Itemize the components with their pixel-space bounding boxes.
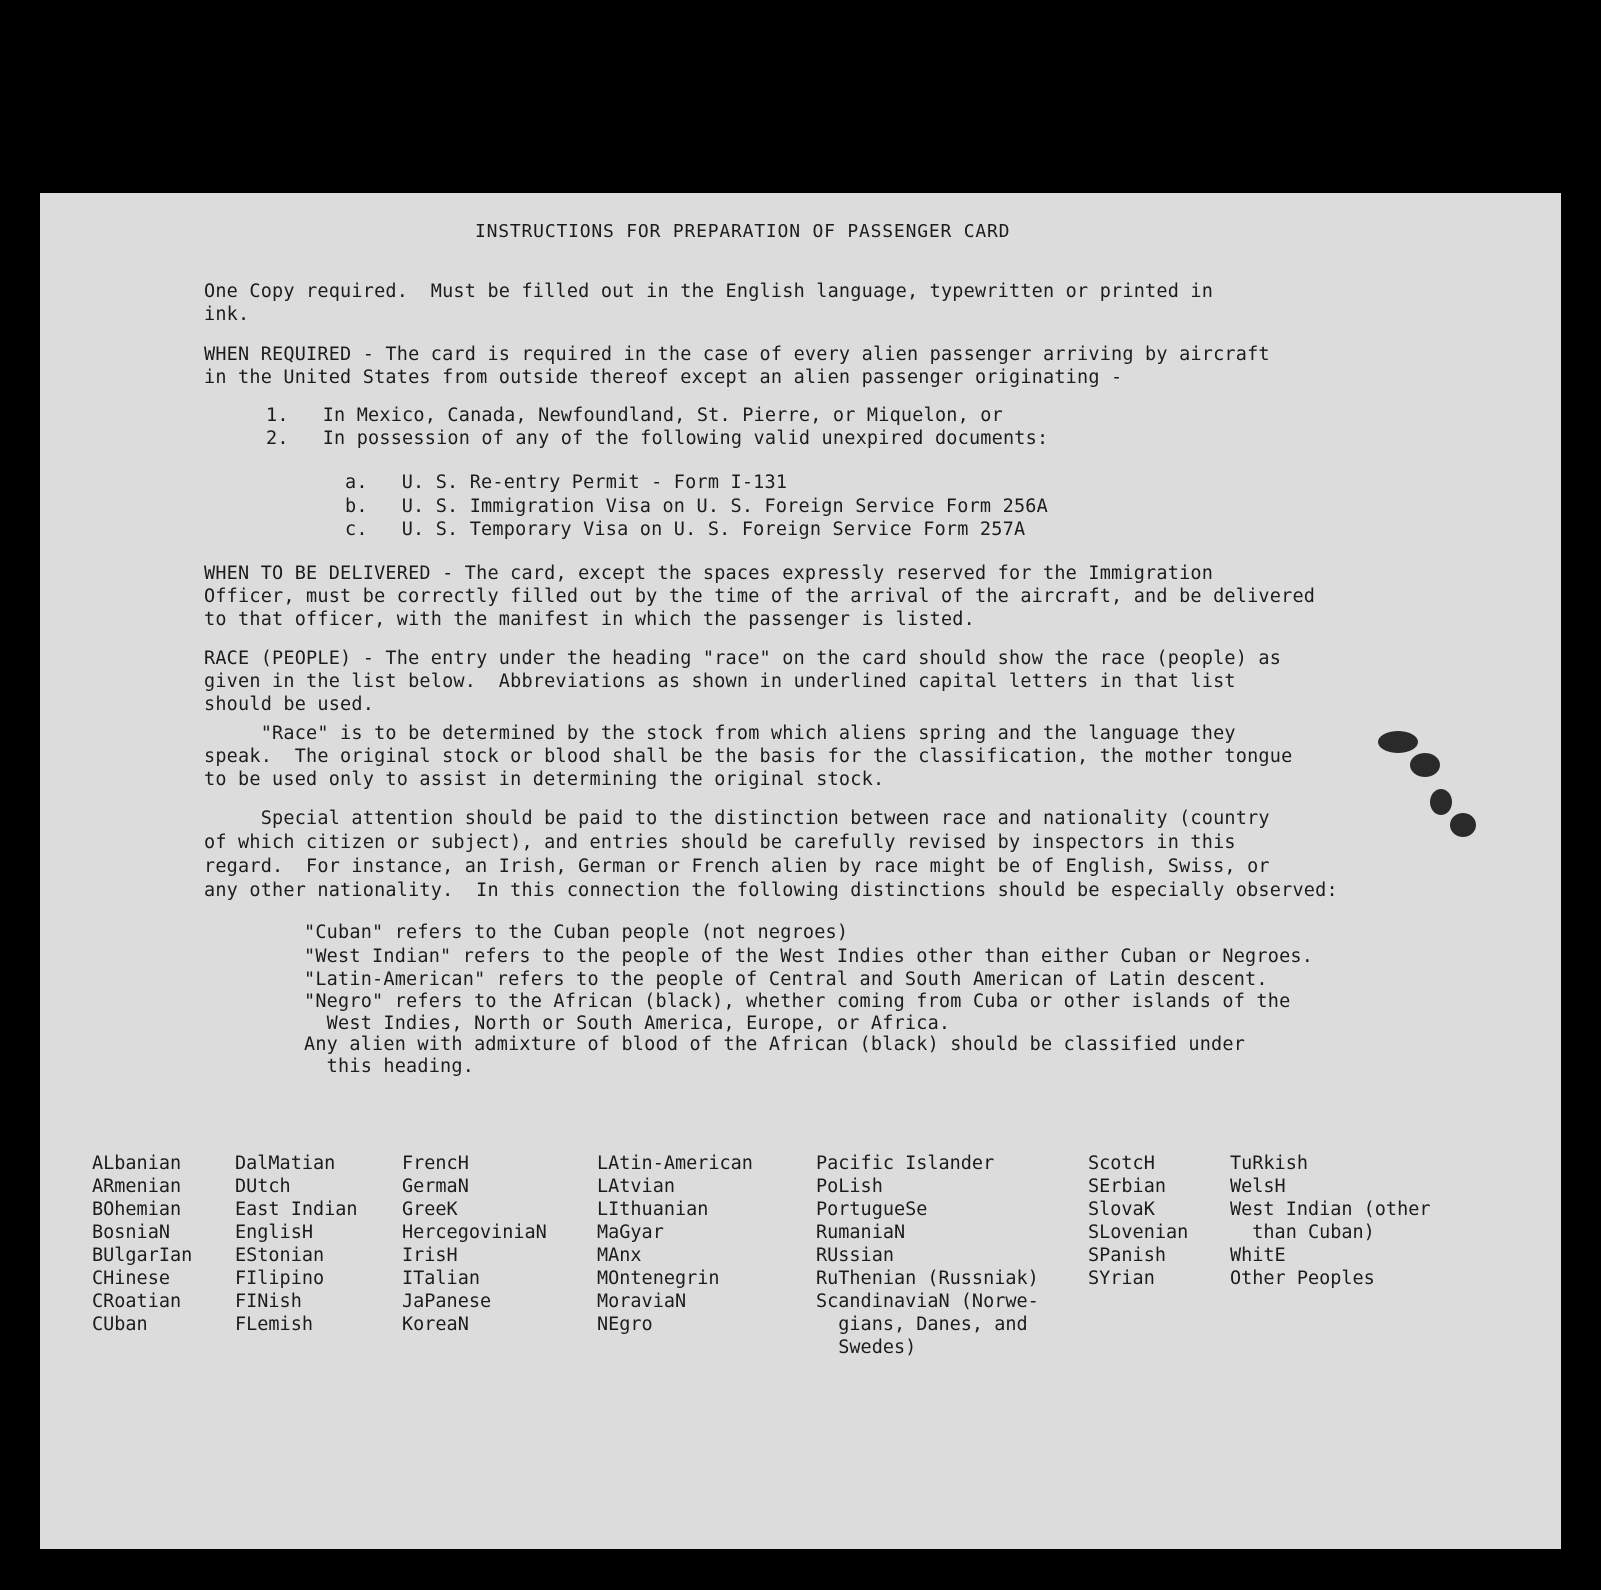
special-attention-line: Special attention should be paid to the distinction between race and nationality (country — [204, 808, 1270, 829]
race-entry: WhitE — [1230, 1245, 1286, 1266]
when-delivered-line: Officer, must be correctly filled out by the time of the arrival of the aircraft, and be delivered — [204, 586, 1316, 607]
race-entry: Swedes) — [816, 1337, 917, 1358]
race-entry: than Cuban) — [1230, 1222, 1375, 1243]
distinction-line: "Negro" refers to the African (black), whether coming from Cuba or other islands of the — [304, 991, 1291, 1012]
race-definition-line: "Race" is to be determined by the stock from which aliens spring and the language they — [204, 723, 1236, 744]
race-entry: TuRkish — [1230, 1153, 1308, 1174]
race-entry: RUssian — [816, 1245, 894, 1266]
race-entry: FIlipino — [235, 1268, 325, 1289]
race-entry: SErbian — [1088, 1176, 1166, 1197]
race-entry: ITalian — [402, 1268, 480, 1289]
race-entry: ALbanian — [92, 1153, 182, 1174]
intro-line: One Copy required. Must be filled out in the English language, typewritten or printed in — [204, 281, 1214, 302]
race-entry: MaGyar — [597, 1222, 664, 1243]
ink-smudge — [1410, 753, 1440, 777]
when-delivered-line: to that officer, with the manifest in which the passenger is listed. — [204, 609, 975, 630]
when-required-line: WHEN REQUIRED - The card is required in the case of every alien passenger arriving by aircraft — [204, 344, 1270, 365]
special-attention-line: regard. For instance, an Irish, German or French alien by race might be of English, Swiss, or — [204, 856, 1270, 877]
race-list-column-6 — [1088, 1152, 1188, 1290]
race-list-column-3 — [402, 1152, 547, 1336]
race-entry: BOhemian — [92, 1199, 182, 1220]
race-entry: FLemish — [235, 1314, 313, 1335]
race-entry: CUban — [92, 1314, 148, 1335]
distinction-line: West Indies, North or South America, Europe, or Africa. — [304, 1013, 951, 1034]
special-attention-line: any other nationality. In this connection the following distinctions should be especially observed: — [204, 880, 1338, 901]
distinction-line: this heading. — [304, 1056, 475, 1077]
race-list-column-4 — [597, 1152, 753, 1336]
numbered-item: 2. In possession of any of the following valid unexpired documents: — [266, 428, 1049, 449]
race-entry: BUlgarIan — [92, 1245, 193, 1266]
race-entry: WelsH — [1230, 1176, 1286, 1197]
race-definition-line: to be used only to assist in determining the original stock. — [204, 769, 885, 790]
race-entry: IrisH — [402, 1245, 458, 1266]
special-attention-line: of which citizen or subject), and entries should be carefully revised by inspectors in this — [204, 832, 1236, 853]
race-entry: NEgro — [597, 1314, 653, 1335]
numbered-item: 1. In Mexico, Canada, Newfoundland, St. Pierre, or Miquelon, or — [266, 405, 1003, 426]
race-entry: SPanish — [1088, 1245, 1166, 1266]
when-required-line: in the United States from outside thereof except an alien passenger originating - — [204, 367, 1123, 388]
race-entry: SYrian — [1088, 1268, 1155, 1289]
race-list-column-1 — [92, 1152, 192, 1336]
race-line: given in the list below. Abbreviations as shown in underlined capital letters in that list — [204, 671, 1236, 692]
race-entry: GermaN — [402, 1176, 469, 1197]
race-entry: BosniaN — [92, 1222, 170, 1243]
race-entry: LAtin-American — [597, 1153, 753, 1174]
race-entry: Other Peoples — [1230, 1268, 1375, 1289]
race-entry: EnglisH — [235, 1222, 313, 1243]
race-entry: PoLish — [816, 1176, 883, 1197]
race-line: should be used. — [204, 694, 375, 715]
race-entry: East Indian — [235, 1199, 358, 1220]
race-entry: DUtch — [235, 1176, 291, 1197]
race-entry: West Indian (other — [1230, 1199, 1431, 1220]
ink-smudge — [1430, 789, 1452, 815]
race-entry: ScandinaviaN (Norwe- — [816, 1291, 1039, 1312]
intro-line: ink. — [204, 304, 250, 325]
race-entry: Pacific Islander — [816, 1153, 995, 1174]
document-page — [40, 193, 1561, 1549]
race-definition-line: speak. The original stock or blood shall be the basis for the classification, the mother tongue — [204, 746, 1293, 767]
document-item: b. U. S. Immigration Visa on U. S. Foreign Service Form 256A — [345, 496, 1048, 517]
race-entry: FINish — [235, 1291, 302, 1312]
ink-smudge — [1450, 813, 1476, 837]
race-entry: LIthuanian — [597, 1199, 709, 1220]
distinction-line: Any alien with admixture of blood of the African (black) should be classified under — [304, 1034, 1246, 1055]
race-entry: gians, Danes, and — [816, 1314, 1028, 1335]
distinction-line: "Latin-American" refers to the people of Central and South American of Latin descent. — [304, 969, 1268, 990]
race-entry: CHinese — [92, 1268, 170, 1289]
race-entry: JaPanese — [402, 1291, 492, 1312]
race-list-column-7 — [1230, 1152, 1430, 1290]
race-entry: MoraviaN — [597, 1291, 687, 1312]
race-entry: SlovaK — [1088, 1199, 1155, 1220]
race-entry: CRoatian — [92, 1291, 182, 1312]
race-entry: KoreaN — [402, 1314, 469, 1335]
race-entry: GreeK — [402, 1199, 458, 1220]
race-entry: ScotcH — [1088, 1153, 1155, 1174]
race-list-column-2 — [235, 1152, 358, 1336]
race-entry: HercegoviniaN — [402, 1222, 547, 1243]
document-item: c. U. S. Temporary Visa on U. S. Foreign Service Form 257A — [345, 519, 1026, 540]
document-title: INSTRUCTIONS FOR PREPARATION OF PASSENGER CARD — [475, 221, 1011, 242]
race-entry: ARmenian — [92, 1176, 182, 1197]
race-entry: DalMatian — [235, 1153, 336, 1174]
race-line: RACE (PEOPLE) - The entry under the heading "race" on the card should show the race (people) as — [204, 648, 1282, 669]
race-entry: RuThenian (Russniak) — [816, 1268, 1039, 1289]
race-entry: MAnx — [597, 1245, 642, 1266]
distinction-line: "Cuban" refers to the Cuban people (not negroes) — [304, 922, 849, 943]
race-list-column-5 — [816, 1152, 1039, 1359]
race-entry: FrencH — [402, 1153, 469, 1174]
race-entry: LAtvian — [597, 1176, 675, 1197]
race-entry: RumaniaN — [816, 1222, 906, 1243]
distinction-line: "West Indian" refers to the people of the West Indies other than either Cuban or Negroes. — [304, 946, 1314, 967]
race-entry: PortugueSe — [816, 1199, 928, 1220]
race-entry: MOntenegrin — [597, 1268, 720, 1289]
race-entry: SLovenian — [1088, 1222, 1189, 1243]
ink-smudge — [1378, 731, 1418, 753]
race-entry: EStonian — [235, 1245, 325, 1266]
when-delivered-line: WHEN TO BE DELIVERED - The card, except the spaces expressly reserved for the Immigration — [204, 563, 1214, 584]
document-item: a. U. S. Re-entry Permit - Form I-131 — [345, 472, 788, 493]
